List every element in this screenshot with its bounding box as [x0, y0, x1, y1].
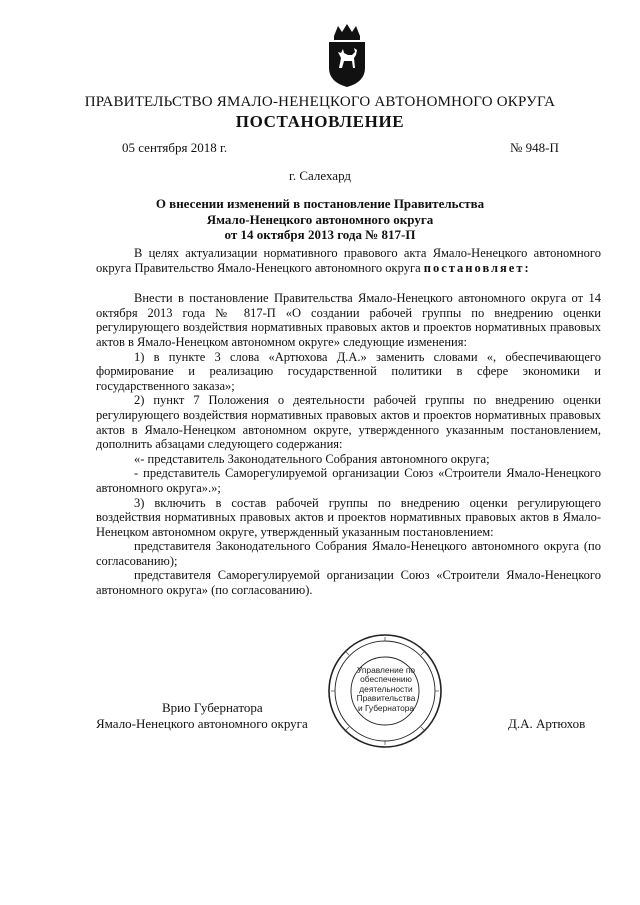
seal-inner-text [340, 666, 432, 713]
seal-line-5: и Губернатора [357, 702, 415, 713]
organization-name: ПРАВИТЕЛЬСТВО ЯМАЛО-НЕНЕЦКОГО АВТОНОМНОГО ОКРУГА [84, 94, 556, 110]
signatory-position-line-2: Ямало-Ненецкого автономного округа [96, 716, 308, 731]
intro-text: В целях актуализации нормативного правового акта Ямало-Ненецкого автономного округа Правительство Ямало-Ненецкого автономного округа [96, 246, 601, 275]
document-city: г. Салехард [288, 168, 352, 183]
document-type: ПОСТАНОВЛЕНИЕ [235, 112, 405, 131]
item-1: 1) в пункте 3 слова «Артюхова Д.А.» заменить словами «, обеспечивающего формирование и реализацию государственной политики в сфере экономики и государственного заказа»; [96, 349, 601, 393]
item-2-addition-b: - представитель Саморегулируемой организации Союз «Строители Ямало-Ненецкого автономного округа».»; [96, 466, 601, 495]
signatory-position [96, 700, 308, 732]
main-paragraph: Внести в постановление Правительства Ямало-Ненецкого автономного округа от 14 октября 2013 года № 817-П «О создании рабочей группы по внедрению оценки регулирующего воздействия нормативных правовых актов и проектов нормативных правовых актов в Ямало-Ненецком автономном округе» следующие изменения: [96, 291, 601, 349]
document-number: № 948-П [510, 140, 559, 155]
intro-paragraph [96, 246, 601, 275]
title-line-2: Ямало-Ненецкого автономного округа [206, 211, 434, 227]
title-line-1: О внесении изменений в постановление Правительства [155, 196, 485, 211]
seal-line-3: деятельности [359, 683, 413, 694]
title-line-3: от 14 октября 2013 года № 817-П [224, 227, 416, 242]
item-3-member-a: представителя Законодательного Собрания Ямало-Ненецкого автономного округа (по согласованию); [96, 539, 601, 568]
item-3-member-b: представителя Саморегулируемой организации Союз «Строители Ямало-Ненецкого автономного округа» (по согласованию). [96, 568, 601, 598]
document-body [96, 246, 601, 598]
resolves-word: постановляет: [423, 260, 531, 275]
seal-line-4: Правительства [356, 693, 416, 704]
seal-line-1: Управление по [356, 665, 416, 675]
document-title [100, 196, 540, 243]
item-3: 3) включить в состав рабочей группы по внедрению оценки регулирующего воздействия нормативных правовых актов и проектов нормативных правовых актов в Ямало-Ненецком автономном округе, утвержденный указанным постановлением: [96, 495, 601, 539]
document-date: 05 сентября 2018 г. [122, 140, 228, 155]
item-2-addition-a: «- представитель Законодательного Собрания автономного округа; [134, 451, 490, 466]
seal-line-2: обеспечению [360, 674, 412, 685]
signatory-position-line-1: Врио Губернатора [162, 700, 263, 715]
signatory-name: Д.А. Артюхов [508, 716, 586, 731]
item-2: 2) пункт 7 Положения о деятельности рабочей группы по внедрению оценки регулирующего воздействия нормативных правовых актов и проектов нормативных правовых актов в Ямало-Ненецком автономном округе, утвержденного указанным постановлением, дополнить абзацами следующего содержания: [96, 393, 601, 452]
coat-of-arms-emblem [322, 22, 372, 88]
